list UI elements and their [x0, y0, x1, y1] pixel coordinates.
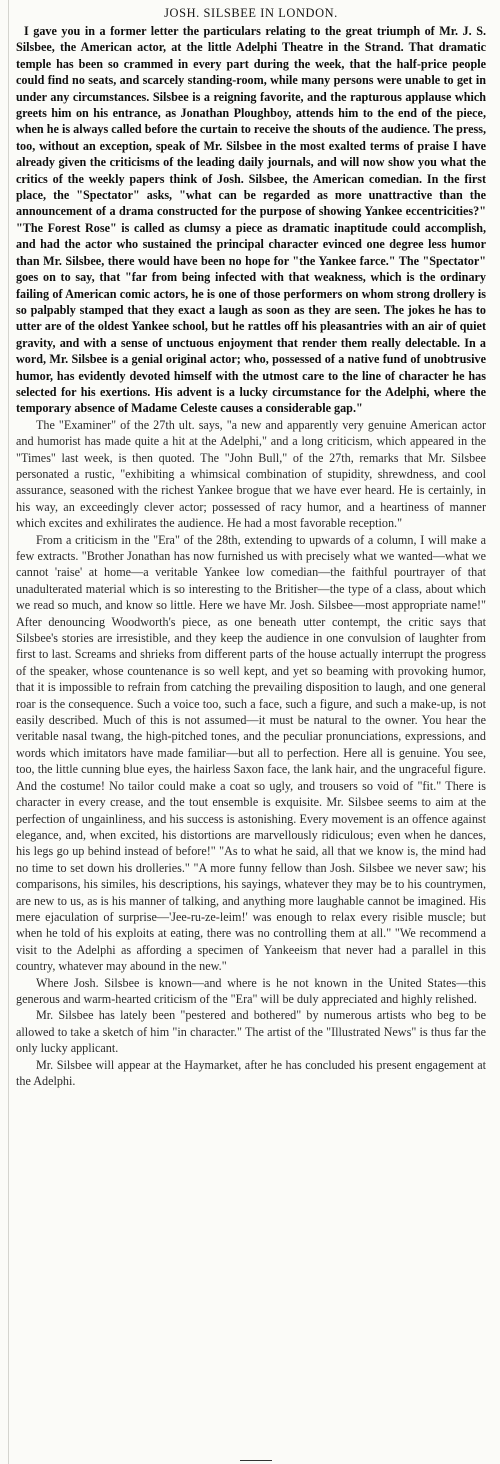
article-body: [16, 23, 486, 1089]
paragraph-silsbee-triumph: I gave you in a former letter the particulars relating to the great triumph of Mr. J. S. Silsbee, the American actor, at the little Adelphi Theatre in the Strand. That dramatic temple has been so crammed in every part during the week, that the half-price people could find no seats, and scarcely standing-room, while many persons were unable to get in under any circumstances. Silsbee is a reigning favorite, and the rapturous applause which greets him on his entrance, as Jonathan Ploughboy, attends him to the end of the piece, when he is always called before the curtain to receive the shouts of the audience. The press, too, without an exception, speak of Mr. Silsbee in the most exalted terms of praise I have already given the criticisms of the leading daily journals, and will now show you what the critics of the weekly papers think of Josh. Silsbee, the American comedian. In the first place, the "Spectator" asks, "what can be regarded as more unattractive than the announcement of a drama constructed for the purpose of showing Yankee eccentricities?" "The Forest Rose" is called as clumsy a piece as dramatic inaptitude could accomplish, and had the actor who sustained the principal character evinced one degree less humor than Mr. Silsbee, there would have been no hope for "the Yankee farce." The "Spectator" goes on to say, that "far from being infected with that weakness, which is the ordinary failing of American comic actors, he is one of those performers on whom strong drollery is so palpably stamped that they exact a laugh as soon as they are seen. The jokes he has to utter are of the oldest Yankee school, but he rattles off his pleasantries with an air of quiet gravity, and with a sense of unctuous enjoyment that render them really delectable. In a word, Mr. Silsbee is a genial original actor; who, possessed of a native fund of unobtrusive humor, has evidently devoted himself with the utmost care to the line of character he has selected for his exertions. His advent is a lucky circumstance for the Adelphi, where the temporary absence of Madame Celeste causes a considerable gap.": [16, 24, 486, 416]
paragraph-sketch-artists: Mr. Silsbee has lately been "pestered and bothered" by numerous artists who beg to be allowed to take a sketch of him "in character." The artist of the "Illustrated News" is thus far the only lucky applicant.: [16, 1008, 486, 1056]
column-edge-line: [8, 0, 9, 1464]
closing-rule: [240, 1460, 272, 1461]
paragraph-examiner-john-bull: The "Examiner" of the 27th ult. says, "a new and apparently very genuine American actor and humorist has made quite a hit at the Adelphi," and a long criticism, which appeared in the "Times" last week, is then quoted. The "John Bull," of the 27th, remarks that Mr. Silsbee personated a rustic, "exhibiting a whimsical combination of stupidity, shrewdness, and cool assurance, seasoned with the richest Yankee brogue that we have ever heard. He is certainly, in his way, an exceedingly clever actor; possessed of racy humor, and a heartiness of manner which excites and exhilirates the audience. He had a most favorable reception.": [16, 417, 486, 531]
paragraph-where-known: Where Josh. Silsbee is known—and where is he not known in the United States—this generous and warm-hearted criticism of the "Era" will be duly appreciated and highly relished.: [16, 975, 486, 1006]
paragraph-haymarket: Mr. Silsbee will appear at the Haymarket, after he has concluded his present engagement at the Adelphi.: [16, 1057, 486, 1088]
article-title: JOSH. SILSBEE IN LONDON.: [164, 6, 338, 20]
paragraph-era-criticism: From a criticism in the "Era" of the 28th, extending to upwards of a column, I will make a few extracts. "Brother Jonathan has now furnished us with precisely what we wanted—what we cannot 'raise' at home—a veritable Yankee low comedian—the faithful pourtrayer of that unadulterated material which is so interesting to the Britisher—the type of a class, about which we read so much, and know so little. Here we have Mr. Josh. Silsbee—most appropriate name!" After denouncing Woodworth's piece, as one beneath utter contempt, the critic says that Silsbee's stories are irresistible, and they keep the audience in one convulsion of laughter from first to last. Screams and shrieks from different parts of the house actually interrupt the progress of the speaker, whose countenance is so well kept, and yet so beaming with provoking humor, that it is impossible to refrain from catching the prevailing disposition to laugh, and one general roar is the consequence. Such a voice too, such a face, such a figure, and such a make-up, is not easily described. Much of this is not assumed—it must be natural to the owner. You hear the veritable nasal twang, the high-pitched tones, and the peculiar pronunciations, expressions, and words which imitators have made familiar—but all to perfection. Here all is genuine. You see, too, the little cunning blue eyes, the hairless Saxon face, the lank hair, and the ungraceful figure. And the costume! No tailor could make a coat so ugly, and trousers so void of "fit." There is character in every crease, and the tout ensemble is exquisite. Mr. Silsbee seems to aim at the perfection of ungainliness, and his success is astonishing. Every movement is an offence against elegance, and, when excited, his distortions are marvellously ridiculous; even when he dances, his legs go up behind instead of before!" "As to what he said, all that we know is, the mind had no time to set down his drolleries." "A more funny fellow than Josh. Silsbee we never saw; his comparisons, his similes, his descriptions, his sayings, whatever they may be to his countrymen, are new to us, as is his manner of talking, and anything more laughable cannot be imagined. His mere ejaculation of surprise—'Jee-ru-ze-leim!' was enough to relax every risible muscle; but when he told of his exploits at eating, there was no controlling them at all." "We recommend a visit to the Adelphi as affording a specimen of Yankeeism that never had a parallel in this country, whatever may abound in the new.": [16, 532, 486, 974]
